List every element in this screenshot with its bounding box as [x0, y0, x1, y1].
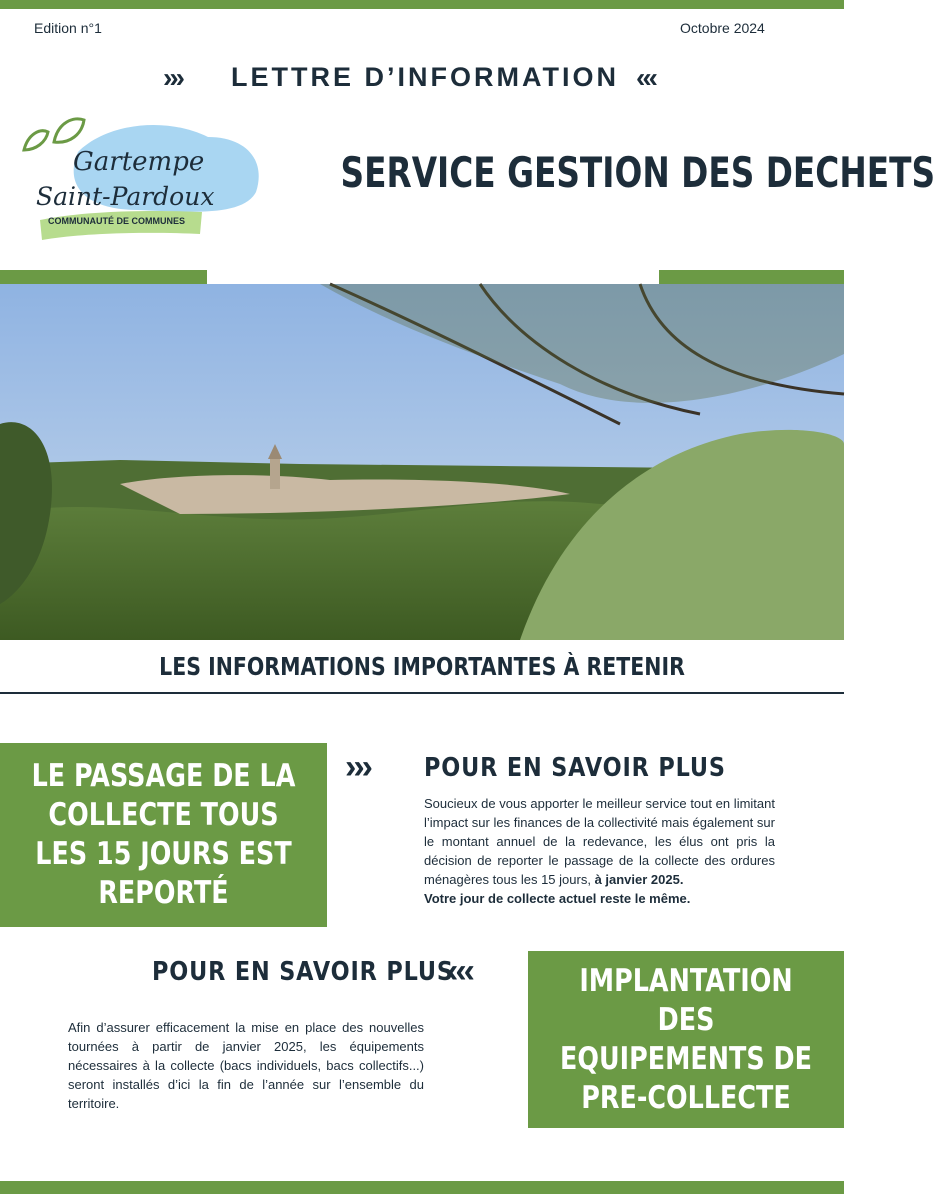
chevrons-right-icon: ››› — [345, 748, 370, 786]
postponement-box — [0, 743, 327, 927]
logo-graphic — [18, 112, 268, 247]
collection-day-note: Votre jour de collecte actuel reste le même. — [424, 891, 691, 906]
bottom-accent-bar — [0, 1181, 844, 1194]
chevrons-left-icon: ‹‹‹ — [447, 952, 472, 990]
logo-line-3: COMMUNAUTÉ DE COMMUNES — [48, 216, 185, 226]
logo-line-2: Saint-Pardoux — [36, 182, 215, 211]
chevrons-left-icon: ‹‹‹ — [636, 62, 655, 93]
newsletter-label: LETTRE D’INFORMATION — [231, 62, 619, 92]
issue-date: Octobre 2024 — [680, 20, 765, 36]
section-divider — [0, 692, 844, 694]
chevrons-right-icon: ››› — [163, 62, 182, 93]
top-accent-bar — [0, 0, 844, 9]
learn-more-heading-1: POUR EN SAVOIR PLUS — [424, 753, 726, 783]
learn-more-heading-2: POUR EN SAVOIR PLUS — [152, 957, 454, 987]
collection-info-date: à janvier 2025. — [594, 872, 684, 887]
logo-line-1: Gartempe — [73, 147, 205, 177]
equipment-box — [528, 951, 844, 1128]
edition-number: Edition n°1 — [34, 20, 102, 36]
equipment-info-text: Afin d’assurer efficacement la mise en place des nouvelles tournées à partir de janvier 2025, les équipements nécessaires à la collecte (bacs individuels, bacs collectifs...) seront installés d’ici la fin de l’année sur l’ensemble du territoire. — [68, 1020, 424, 1111]
postponement-box-text: LE PASSAGE DE LA COLLECTE TOUS LES 15 JOURS EST REPORTÉ — [31, 758, 296, 911]
section-title: LES INFORMATIONS IMPORTANTES À RETENIR — [159, 652, 685, 681]
logo — [18, 112, 268, 247]
landscape-photo — [0, 284, 844, 640]
page-title: SERVICE GESTION DES DECHETS — [340, 148, 935, 197]
collection-info-text — [424, 794, 775, 908]
collection-info-body: Soucieux de vous apporter le meilleur service tout en limitant l’impact sur les finances de la collectivité mais également sur le montant annuel de la redevance, les élus ont pris la décision de reporter le passage de la collecte des ordures ménagères tous les 15 jours, — [424, 796, 775, 887]
equipment-box-text: IMPLANTATION DES EQUIPEMENTS DE PRE-COLLECTE — [560, 962, 812, 1116]
